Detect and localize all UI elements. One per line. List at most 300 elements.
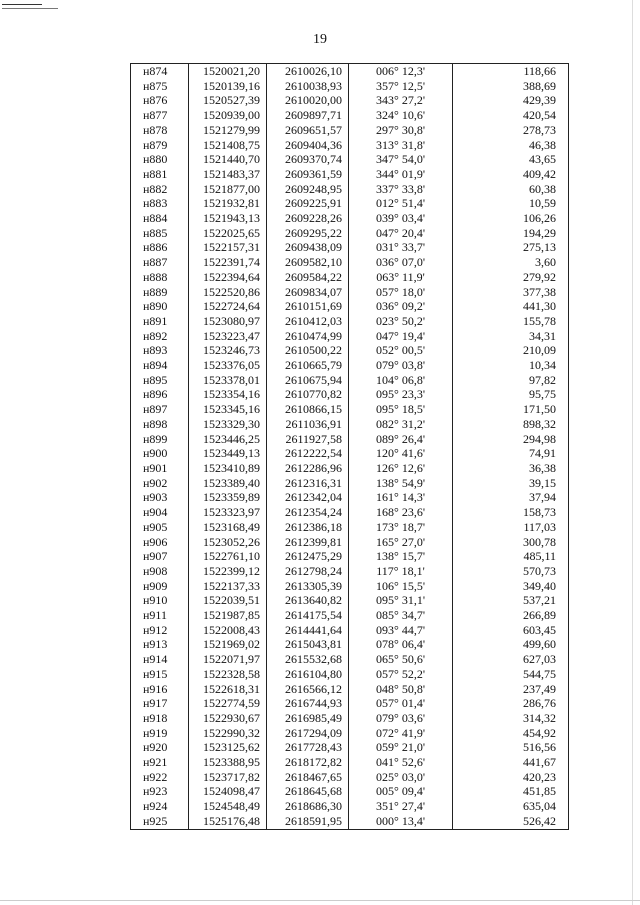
bearing-cell: 078° 06,4' <box>349 637 453 652</box>
x-coordinate-cell: 1523389,40 <box>189 476 267 491</box>
point-id-cell: н883 <box>131 196 189 211</box>
distance-cell: 37,94 <box>453 490 569 505</box>
x-coordinate-cell: 1520939,00 <box>189 108 267 123</box>
x-coordinate-cell: 1521943,13 <box>189 211 267 226</box>
x-coordinate-cell: 1522618,31 <box>189 682 267 697</box>
point-id-cell: н880 <box>131 152 189 167</box>
y-coordinate-cell: 2618467,65 <box>267 770 349 785</box>
y-coordinate-cell: 2612399,81 <box>267 535 349 550</box>
table-row <box>131 417 569 432</box>
distance-cell: 349,40 <box>453 579 569 594</box>
x-coordinate-cell: 1523323,97 <box>189 505 267 520</box>
bearing-cell: 095° 31,1' <box>349 593 453 608</box>
x-coordinate-cell: 1525176,48 <box>189 814 267 829</box>
distance-cell: 266,89 <box>453 608 569 623</box>
point-id-cell: н879 <box>131 138 189 153</box>
x-coordinate-cell: 1521279,99 <box>189 123 267 138</box>
x-coordinate-cell: 1522137,33 <box>189 579 267 594</box>
point-id-cell: н878 <box>131 123 189 138</box>
table-row <box>131 682 569 697</box>
point-id-cell: н876 <box>131 93 189 108</box>
table-row <box>131 402 569 417</box>
scan-edge <box>0 900 640 901</box>
x-coordinate-cell: 1523223,47 <box>189 329 267 344</box>
y-coordinate-cell: 2612222,54 <box>267 446 349 461</box>
table-row <box>131 652 569 667</box>
y-coordinate-cell: 2613640,82 <box>267 593 349 608</box>
table-row <box>131 770 569 785</box>
bearing-cell: 031° 33,7' <box>349 240 453 255</box>
y-coordinate-cell: 2617728,43 <box>267 740 349 755</box>
y-coordinate-cell: 2609225,91 <box>267 196 349 211</box>
bearing-cell: 079° 03,8' <box>349 358 453 373</box>
table-row <box>131 79 569 94</box>
table-row <box>131 593 569 608</box>
distance-cell: 377,38 <box>453 285 569 300</box>
distance-cell: 635,04 <box>453 799 569 814</box>
table-row <box>131 623 569 638</box>
y-coordinate-cell: 2612354,24 <box>267 505 349 520</box>
distance-cell: 118,66 <box>453 64 569 79</box>
distance-cell: 627,03 <box>453 652 569 667</box>
y-coordinate-cell: 2610866,15 <box>267 402 349 417</box>
y-coordinate-cell: 2616104,80 <box>267 667 349 682</box>
distance-cell: 46,38 <box>453 138 569 153</box>
bearing-cell: 095° 18,5' <box>349 402 453 417</box>
bearing-cell: 117° 18,1' <box>349 564 453 579</box>
table-row <box>131 505 569 520</box>
y-coordinate-cell: 2609404,36 <box>267 138 349 153</box>
bearing-cell: 357° 12,5' <box>349 79 453 94</box>
table-row <box>131 814 569 829</box>
x-coordinate-cell: 1524548,49 <box>189 799 267 814</box>
distance-cell: 516,56 <box>453 740 569 755</box>
bearing-cell: 072° 41,9' <box>349 726 453 741</box>
y-coordinate-cell: 2615532,68 <box>267 652 349 667</box>
bearing-cell: 313° 31,8' <box>349 138 453 153</box>
table-row <box>131 799 569 814</box>
point-id-cell: н921 <box>131 755 189 770</box>
point-id-cell: н912 <box>131 623 189 638</box>
point-id-cell: н887 <box>131 255 189 270</box>
point-id-cell: н907 <box>131 549 189 564</box>
point-id-cell: н891 <box>131 314 189 329</box>
point-id-cell: н916 <box>131 682 189 697</box>
y-coordinate-cell: 2618645,68 <box>267 784 349 799</box>
table-row <box>131 314 569 329</box>
table-row <box>131 476 569 491</box>
bearing-cell: 059° 21,0' <box>349 740 453 755</box>
point-id-cell: н917 <box>131 696 189 711</box>
table-row <box>131 285 569 300</box>
bearing-cell: 063° 11,9' <box>349 270 453 285</box>
bearing-cell: 082° 31,2' <box>349 417 453 432</box>
point-id-cell: н882 <box>131 182 189 197</box>
x-coordinate-cell: 1523354,16 <box>189 387 267 402</box>
bearing-cell: 093° 44,7' <box>349 623 453 638</box>
table-row <box>131 358 569 373</box>
x-coordinate-cell: 1521440,70 <box>189 152 267 167</box>
x-coordinate-cell: 1522394,64 <box>189 270 267 285</box>
y-coordinate-cell: 2613305,39 <box>267 579 349 594</box>
x-coordinate-cell: 1522761,10 <box>189 549 267 564</box>
bearing-cell: 025° 03,0' <box>349 770 453 785</box>
y-coordinate-cell: 2615043,81 <box>267 637 349 652</box>
point-id-cell: н905 <box>131 520 189 535</box>
distance-cell: 294,98 <box>453 432 569 447</box>
distance-cell: 275,13 <box>453 240 569 255</box>
x-coordinate-cell: 1523410,89 <box>189 461 267 476</box>
x-coordinate-cell: 1522399,12 <box>189 564 267 579</box>
table-row <box>131 373 569 388</box>
distance-cell: 10,59 <box>453 196 569 211</box>
y-coordinate-cell: 2616566,12 <box>267 682 349 697</box>
bearing-cell: 052° 00,5' <box>349 343 453 358</box>
bearing-cell: 168° 23,6' <box>349 505 453 520</box>
point-id-cell: н877 <box>131 108 189 123</box>
point-id-cell: н906 <box>131 535 189 550</box>
bearing-cell: 173° 18,7' <box>349 520 453 535</box>
distance-cell: 171,50 <box>453 402 569 417</box>
table-row <box>131 343 569 358</box>
bearing-cell: 138° 54,9' <box>349 476 453 491</box>
distance-cell: 499,60 <box>453 637 569 652</box>
y-coordinate-cell: 2611036,91 <box>267 417 349 432</box>
point-id-cell: н904 <box>131 505 189 520</box>
bearing-cell: 023° 50,2' <box>349 314 453 329</box>
bearing-cell: 048° 50,8' <box>349 682 453 697</box>
table-row <box>131 461 569 476</box>
y-coordinate-cell: 2610665,79 <box>267 358 349 373</box>
y-coordinate-cell: 2610412,03 <box>267 314 349 329</box>
bearing-cell: 104° 06,8' <box>349 373 453 388</box>
point-id-cell: н913 <box>131 637 189 652</box>
bearing-cell: 036° 07,0' <box>349 255 453 270</box>
y-coordinate-cell: 2610038,93 <box>267 79 349 94</box>
table-row <box>131 564 569 579</box>
y-coordinate-cell: 2612286,96 <box>267 461 349 476</box>
table-row <box>131 152 569 167</box>
distance-cell: 3,60 <box>453 255 569 270</box>
x-coordinate-cell: 1522774,59 <box>189 696 267 711</box>
y-coordinate-cell: 2609438,09 <box>267 240 349 255</box>
point-id-cell: н922 <box>131 770 189 785</box>
distance-cell: 106,26 <box>453 211 569 226</box>
table-row <box>131 93 569 108</box>
distance-cell: 60,38 <box>453 182 569 197</box>
distance-cell: 454,92 <box>453 726 569 741</box>
bearing-cell: 106° 15,5' <box>349 579 453 594</box>
bearing-cell: 089° 26,4' <box>349 432 453 447</box>
table-row <box>131 196 569 211</box>
coordinates-table <box>130 63 569 830</box>
y-coordinate-cell: 2609834,07 <box>267 285 349 300</box>
x-coordinate-cell: 1523717,82 <box>189 770 267 785</box>
distance-cell: 278,73 <box>453 123 569 138</box>
table-row <box>131 182 569 197</box>
table-row <box>131 535 569 550</box>
distance-cell: 10,34 <box>453 358 569 373</box>
bearing-cell: 351° 27,4' <box>349 799 453 814</box>
table-row <box>131 123 569 138</box>
distance-cell: 95,75 <box>453 387 569 402</box>
point-id-cell: н911 <box>131 608 189 623</box>
distance-cell: 420,54 <box>453 108 569 123</box>
x-coordinate-cell: 1523246,73 <box>189 343 267 358</box>
table-row <box>131 432 569 447</box>
bearing-cell: 161° 14,3' <box>349 490 453 505</box>
point-id-cell: н899 <box>131 432 189 447</box>
x-coordinate-cell: 1520139,16 <box>189 79 267 94</box>
point-id-cell: н897 <box>131 402 189 417</box>
table-row <box>131 299 569 314</box>
y-coordinate-cell: 2612386,18 <box>267 520 349 535</box>
table-row <box>131 696 569 711</box>
scan-edge <box>632 0 633 905</box>
y-coordinate-cell: 2612316,31 <box>267 476 349 491</box>
x-coordinate-cell: 1523359,89 <box>189 490 267 505</box>
x-coordinate-cell: 1522520,86 <box>189 285 267 300</box>
bearing-cell: 085° 34,7' <box>349 608 453 623</box>
bearing-cell: 005° 09,4' <box>349 784 453 799</box>
distance-cell: 43,65 <box>453 152 569 167</box>
point-id-cell: н914 <box>131 652 189 667</box>
table-row <box>131 446 569 461</box>
point-id-cell: н885 <box>131 226 189 241</box>
point-id-cell: н910 <box>131 593 189 608</box>
x-coordinate-cell: 1523329,30 <box>189 417 267 432</box>
y-coordinate-cell: 2610474,99 <box>267 329 349 344</box>
table-row <box>131 608 569 623</box>
y-coordinate-cell: 2609228,26 <box>267 211 349 226</box>
x-coordinate-cell: 1523052,26 <box>189 535 267 550</box>
distance-cell: 570,73 <box>453 564 569 579</box>
y-coordinate-cell: 2610675,94 <box>267 373 349 388</box>
x-coordinate-cell: 1521969,02 <box>189 637 267 652</box>
x-coordinate-cell: 1522025,65 <box>189 226 267 241</box>
distance-cell: 603,45 <box>453 623 569 638</box>
x-coordinate-cell: 1521877,00 <box>189 182 267 197</box>
distance-cell: 279,92 <box>453 270 569 285</box>
distance-cell: 526,42 <box>453 814 569 829</box>
y-coordinate-cell: 2611927,58 <box>267 432 349 447</box>
table-row <box>131 226 569 241</box>
distance-cell: 155,78 <box>453 314 569 329</box>
x-coordinate-cell: 1522157,31 <box>189 240 267 255</box>
distance-cell: 39,15 <box>453 476 569 491</box>
y-coordinate-cell: 2610020,00 <box>267 93 349 108</box>
table-row <box>131 64 569 79</box>
x-coordinate-cell: 1521408,75 <box>189 138 267 153</box>
table-row <box>131 711 569 726</box>
point-id-cell: н874 <box>131 64 189 79</box>
point-id-cell: н919 <box>131 726 189 741</box>
point-id-cell: н908 <box>131 564 189 579</box>
distance-cell: 314,32 <box>453 711 569 726</box>
table-row <box>131 637 569 652</box>
bearing-cell: 337° 33,8' <box>349 182 453 197</box>
distance-cell: 74,91 <box>453 446 569 461</box>
y-coordinate-cell: 2614441,64 <box>267 623 349 638</box>
point-id-cell: н924 <box>131 799 189 814</box>
bearing-cell: 057° 18,0' <box>349 285 453 300</box>
y-coordinate-cell: 2612475,29 <box>267 549 349 564</box>
distance-cell: 409,42 <box>453 167 569 182</box>
x-coordinate-cell: 1520527,39 <box>189 93 267 108</box>
distance-cell: 420,23 <box>453 770 569 785</box>
bearing-cell: 126° 12,6' <box>349 461 453 476</box>
table-row <box>131 490 569 505</box>
table-row <box>131 329 569 344</box>
x-coordinate-cell: 1523345,16 <box>189 402 267 417</box>
scan-corner-mark <box>2 8 58 9</box>
x-coordinate-cell: 1523388,95 <box>189 755 267 770</box>
y-coordinate-cell: 2610500,22 <box>267 343 349 358</box>
point-id-cell: н920 <box>131 740 189 755</box>
point-id-cell: н918 <box>131 711 189 726</box>
y-coordinate-cell: 2610151,69 <box>267 299 349 314</box>
x-coordinate-cell: 1520021,20 <box>189 64 267 79</box>
distance-cell: 898,32 <box>453 417 569 432</box>
point-id-cell: н898 <box>131 417 189 432</box>
y-coordinate-cell: 2616744,93 <box>267 696 349 711</box>
bearing-cell: 039° 03,4' <box>349 211 453 226</box>
table-row <box>131 579 569 594</box>
x-coordinate-cell: 1522008,43 <box>189 623 267 638</box>
bearing-cell: 036° 09,2' <box>349 299 453 314</box>
y-coordinate-cell: 2618172,82 <box>267 755 349 770</box>
bearing-cell: 057° 01,4' <box>349 696 453 711</box>
x-coordinate-cell: 1523449,13 <box>189 446 267 461</box>
point-id-cell: н875 <box>131 79 189 94</box>
table-row <box>131 240 569 255</box>
coordinates-table-body <box>131 64 569 830</box>
bearing-cell: 012° 51,4' <box>349 196 453 211</box>
point-id-cell: н896 <box>131 387 189 402</box>
x-coordinate-cell: 1521987,85 <box>189 608 267 623</box>
distance-cell: 441,67 <box>453 755 569 770</box>
y-coordinate-cell: 2609584,22 <box>267 270 349 285</box>
bearing-cell: 000° 13,4' <box>349 814 453 829</box>
y-coordinate-cell: 2612798,24 <box>267 564 349 579</box>
distance-cell: 544,75 <box>453 667 569 682</box>
table-row <box>131 667 569 682</box>
point-id-cell: н923 <box>131 784 189 799</box>
point-id-cell: н895 <box>131 373 189 388</box>
bearing-cell: 347° 54,0' <box>349 152 453 167</box>
table-row <box>131 784 569 799</box>
y-coordinate-cell: 2609361,59 <box>267 167 349 182</box>
y-coordinate-cell: 2609248,95 <box>267 182 349 197</box>
bearing-cell: 079° 03,6' <box>349 711 453 726</box>
point-id-cell: н893 <box>131 343 189 358</box>
table-row <box>131 211 569 226</box>
x-coordinate-cell: 1522391,74 <box>189 255 267 270</box>
bearing-cell: 297° 30,8' <box>349 123 453 138</box>
bearing-cell: 095° 23,3' <box>349 387 453 402</box>
y-coordinate-cell: 2610770,82 <box>267 387 349 402</box>
y-coordinate-cell: 2617294,09 <box>267 726 349 741</box>
distance-cell: 429,39 <box>453 93 569 108</box>
point-id-cell: н901 <box>131 461 189 476</box>
y-coordinate-cell: 2618591,95 <box>267 814 349 829</box>
point-id-cell: н890 <box>131 299 189 314</box>
bearing-cell: 065° 50,6' <box>349 652 453 667</box>
y-coordinate-cell: 2614175,54 <box>267 608 349 623</box>
bearing-cell: 138° 15,7' <box>349 549 453 564</box>
bearing-cell: 057° 52,2' <box>349 667 453 682</box>
y-coordinate-cell: 2616985,49 <box>267 711 349 726</box>
bearing-cell: 047° 20,4' <box>349 226 453 241</box>
distance-cell: 485,11 <box>453 549 569 564</box>
point-id-cell: н892 <box>131 329 189 344</box>
distance-cell: 388,69 <box>453 79 569 94</box>
y-coordinate-cell: 2610026,10 <box>267 64 349 79</box>
x-coordinate-cell: 1523446,25 <box>189 432 267 447</box>
scan-corner-mark <box>2 4 42 5</box>
bearing-cell: 047° 19,4' <box>349 329 453 344</box>
bearing-cell: 006° 12,3' <box>349 64 453 79</box>
x-coordinate-cell: 1523376,05 <box>189 358 267 373</box>
point-id-cell: н902 <box>131 476 189 491</box>
distance-cell: 34,31 <box>453 329 569 344</box>
x-coordinate-cell: 1522039,51 <box>189 593 267 608</box>
bearing-cell: 120° 41,6' <box>349 446 453 461</box>
y-coordinate-cell: 2609651,57 <box>267 123 349 138</box>
table-row <box>131 740 569 755</box>
y-coordinate-cell: 2609295,22 <box>267 226 349 241</box>
distance-cell: 286,76 <box>453 696 569 711</box>
distance-cell: 117,03 <box>453 520 569 535</box>
distance-cell: 36,38 <box>453 461 569 476</box>
distance-cell: 441,30 <box>453 299 569 314</box>
x-coordinate-cell: 1521932,81 <box>189 196 267 211</box>
bearing-cell: 324° 10,6' <box>349 108 453 123</box>
x-coordinate-cell: 1523378,01 <box>189 373 267 388</box>
bearing-cell: 343° 27,2' <box>349 93 453 108</box>
y-coordinate-cell: 2609582,10 <box>267 255 349 270</box>
table-row <box>131 167 569 182</box>
x-coordinate-cell: 1523125,62 <box>189 740 267 755</box>
table-row <box>131 255 569 270</box>
table-row <box>131 108 569 123</box>
table-row <box>131 387 569 402</box>
page-number: 19 <box>313 32 327 47</box>
table-row <box>131 520 569 535</box>
point-id-cell: н925 <box>131 814 189 829</box>
distance-cell: 451,85 <box>453 784 569 799</box>
distance-cell: 210,09 <box>453 343 569 358</box>
x-coordinate-cell: 1523168,49 <box>189 520 267 535</box>
table-row <box>131 726 569 741</box>
x-coordinate-cell: 1522724,64 <box>189 299 267 314</box>
point-id-cell: н881 <box>131 167 189 182</box>
y-coordinate-cell: 2609897,71 <box>267 108 349 123</box>
bearing-cell: 165° 27,0' <box>349 535 453 550</box>
x-coordinate-cell: 1522071,97 <box>189 652 267 667</box>
point-id-cell: н884 <box>131 211 189 226</box>
distance-cell: 194,29 <box>453 226 569 241</box>
point-id-cell: н900 <box>131 446 189 461</box>
x-coordinate-cell: 1523080,97 <box>189 314 267 329</box>
y-coordinate-cell: 2618686,30 <box>267 799 349 814</box>
y-coordinate-cell: 2612342,04 <box>267 490 349 505</box>
bearing-cell: 344° 01,9' <box>349 167 453 182</box>
distance-cell: 97,82 <box>453 373 569 388</box>
x-coordinate-cell: 1522990,32 <box>189 726 267 741</box>
x-coordinate-cell: 1524098,47 <box>189 784 267 799</box>
distance-cell: 300,78 <box>453 535 569 550</box>
